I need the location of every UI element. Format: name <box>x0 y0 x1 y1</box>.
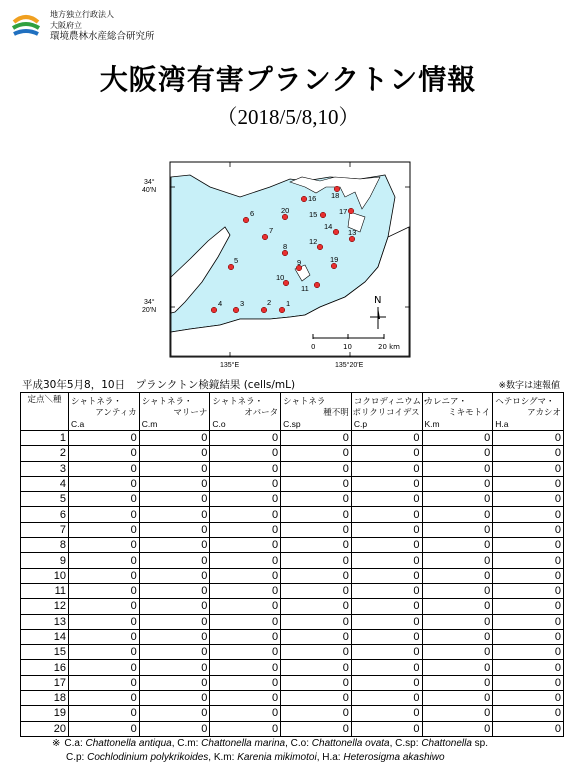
table-row <box>21 629 564 644</box>
cell-count: 0 <box>281 476 352 491</box>
footnote-species-name: Chattonella antiqua <box>85 738 172 749</box>
header-species-cp <box>351 393 430 431</box>
cell-count: 0 <box>69 706 140 721</box>
cell-count: 0 <box>422 599 493 614</box>
footnote-abbr: sp. <box>471 738 489 749</box>
cell-count: 0 <box>351 507 422 522</box>
header-species-km <box>422 393 493 431</box>
cell-count: 0 <box>69 446 140 461</box>
cell-count: 0 <box>493 476 564 491</box>
cell-count: 0 <box>493 568 564 583</box>
station-marker-5 <box>228 264 234 270</box>
table-row <box>21 599 564 614</box>
cell-count: 0 <box>210 691 281 706</box>
cell-count: 0 <box>493 706 564 721</box>
species-abbr: C.o <box>212 419 226 429</box>
species-name-part: シャトネラ・ <box>71 396 122 406</box>
header-species-co <box>210 393 281 431</box>
table-row <box>21 553 564 568</box>
cell-count: 0 <box>139 538 210 553</box>
species-footnote <box>52 737 488 765</box>
cell-count: 0 <box>69 660 140 675</box>
species-abbr: K.m <box>424 419 440 429</box>
scale-label-10: 10 <box>343 343 352 351</box>
station-label-14: 14 <box>324 222 333 231</box>
station-marker-2 <box>261 307 267 313</box>
cell-count: 0 <box>139 675 210 690</box>
cell-count: 0 <box>139 507 210 522</box>
cell-count: 0 <box>422 721 493 736</box>
station-marker-3 <box>233 307 239 313</box>
cell-count: 0 <box>422 476 493 491</box>
cell-count: 0 <box>210 599 281 614</box>
cell-count: 0 <box>493 461 564 476</box>
station-marker-17 <box>348 208 354 214</box>
cell-count: 0 <box>281 507 352 522</box>
cell-count: 0 <box>281 538 352 553</box>
station-number: 19 <box>21 706 69 721</box>
species-name-part: コクロディニウム・ <box>353 396 430 406</box>
station-marker-16 <box>301 196 307 202</box>
species-name-part: シャトネラ・ <box>212 396 264 406</box>
cell-count: 0 <box>281 522 352 537</box>
table-row <box>21 492 564 507</box>
cell-count: 0 <box>422 629 493 644</box>
cell-count: 0 <box>493 492 564 507</box>
cell-count: 0 <box>69 599 140 614</box>
cell-count: 0 <box>69 629 140 644</box>
cell-count: 0 <box>281 431 352 446</box>
species-abbr: C.sp <box>283 419 301 429</box>
cell-count: 0 <box>69 431 140 446</box>
species-abbr: C.p <box>353 419 368 429</box>
cell-count: 0 <box>210 553 281 568</box>
species-abbr: C.m <box>141 419 158 429</box>
station-label-3: 3 <box>240 299 245 308</box>
cell-count: 0 <box>69 522 140 537</box>
station-number: 6 <box>21 507 69 522</box>
station-marker-11 <box>314 282 320 288</box>
station-number: 20 <box>21 721 69 736</box>
station-label-17: 17 <box>339 207 348 216</box>
station-marker-7 <box>262 234 268 240</box>
station-number: 12 <box>21 599 69 614</box>
preliminary-note: ※数字は速報値 <box>498 381 560 391</box>
cell-count: 0 <box>422 553 493 568</box>
cell-count: 0 <box>210 446 281 461</box>
cell-count: 0 <box>139 522 210 537</box>
station-number: 17 <box>21 675 69 690</box>
table-row <box>21 675 564 690</box>
station-number: 15 <box>21 645 69 660</box>
cell-count: 0 <box>210 583 281 598</box>
page-title: 大阪湾有害プランクトン情報 <box>99 63 477 96</box>
table-row <box>21 706 564 721</box>
table-row <box>21 446 564 461</box>
cell-count: 0 <box>351 599 422 614</box>
cell-count: 0 <box>281 721 352 736</box>
footnote-line1 <box>52 737 488 751</box>
cell-count: 0 <box>422 522 493 537</box>
species-abbr: C.a <box>71 419 85 429</box>
footnote-abbr: , K.m: <box>208 752 238 763</box>
cell-count: 0 <box>281 553 352 568</box>
scale-label-20: 20 km <box>378 343 401 351</box>
lat-label-lower-min: 20'N <box>142 307 157 314</box>
cell-count: 0 <box>422 538 493 553</box>
station-marker-15 <box>320 212 326 218</box>
station-marker-14 <box>333 229 339 235</box>
cell-count: 0 <box>210 721 281 736</box>
cell-count: 0 <box>210 476 281 491</box>
cell-count: 0 <box>422 583 493 598</box>
footnote-abbr: , C.m: <box>171 738 202 749</box>
cell-count: 0 <box>493 431 564 446</box>
cell-count: 0 <box>351 476 422 491</box>
station-marker-8 <box>282 250 288 256</box>
cell-count: 0 <box>281 583 352 598</box>
station-marker-1 <box>279 307 285 313</box>
species-name-part: ミキモトイ <box>448 407 491 417</box>
cell-count: 0 <box>281 492 352 507</box>
header-species-ha <box>493 393 564 431</box>
station-label-20: 20 <box>281 206 290 215</box>
cell-count: 0 <box>281 568 352 583</box>
station-label-10: 10 <box>276 273 285 282</box>
cell-count: 0 <box>69 476 140 491</box>
cell-count: 0 <box>422 461 493 476</box>
station-label-16: 16 <box>308 194 317 203</box>
cell-count: 0 <box>139 553 210 568</box>
table-row <box>21 691 564 706</box>
lat-label-upper: 34° <box>144 179 155 186</box>
cell-count: 0 <box>281 706 352 721</box>
cell-count: 0 <box>493 507 564 522</box>
species-abbr: H.a <box>495 419 509 429</box>
station-number: 3 <box>21 461 69 476</box>
header-species-cm <box>139 393 210 431</box>
table-caption: 平成30年5月8，10日 プランクトン検鏡結果 (cells/mL) <box>22 379 296 391</box>
station-marker-13 <box>349 236 355 242</box>
svg-text:N: N <box>374 295 382 306</box>
cell-count: 0 <box>281 599 352 614</box>
cell-count: 0 <box>69 461 140 476</box>
cell-count: 0 <box>493 522 564 537</box>
footnote-abbr: C.a: <box>64 738 86 749</box>
station-label-6: 6 <box>250 209 255 218</box>
cell-count: 0 <box>422 507 493 522</box>
station-number: 8 <box>21 538 69 553</box>
table-row <box>21 660 564 675</box>
cell-count: 0 <box>422 446 493 461</box>
station-marker-6 <box>243 217 249 223</box>
lon-label-135: 135°E <box>220 362 240 369</box>
cell-count: 0 <box>493 599 564 614</box>
station-number: 2 <box>21 446 69 461</box>
cell-count: 0 <box>69 538 140 553</box>
cell-count: 0 <box>69 568 140 583</box>
footnote-abbr: C.p: <box>66 752 88 763</box>
org-logo-icon <box>10 10 42 42</box>
species-name-part: ヘテロシグマ・ <box>495 396 555 406</box>
cell-count: 0 <box>139 583 210 598</box>
footnote-species-name: Chattonella ovata <box>311 738 390 749</box>
cell-count: 0 <box>139 614 210 629</box>
footnote-species-name: Heterosigma akashiwo <box>343 752 445 763</box>
species-name-part: アカシオ <box>527 407 561 417</box>
cell-count: 0 <box>69 691 140 706</box>
species-name-part: カレニア・ <box>424 396 468 406</box>
station-number: 11 <box>21 583 69 598</box>
station-label-2: 2 <box>267 298 272 307</box>
cell-count: 0 <box>351 629 422 644</box>
cell-count: 0 <box>139 660 210 675</box>
cell-count: 0 <box>69 675 140 690</box>
footnote-species-name: Chattonella <box>421 738 472 749</box>
org-name-line1: 地方独立行政法人 <box>50 10 114 19</box>
species-name-part: アンティカ <box>95 407 137 417</box>
cell-count: 0 <box>281 446 352 461</box>
org-name-line2: 大阪府立 <box>50 21 82 30</box>
lat-label-upper-min: 40'N <box>142 187 157 194</box>
org-logo <box>10 8 190 48</box>
footnote-species-name: Karenia mikimotoi <box>237 752 317 763</box>
station-marker-20 <box>282 214 288 220</box>
station-label-18: 18 <box>331 191 340 200</box>
station-label-7: 7 <box>269 226 274 235</box>
cell-count: 0 <box>422 492 493 507</box>
cell-count: 0 <box>493 553 564 568</box>
station-label-15: 15 <box>309 210 318 219</box>
cell-count: 0 <box>139 568 210 583</box>
lat-label-lower: 34° <box>144 299 155 306</box>
cell-count: 0 <box>351 721 422 736</box>
cell-count: 0 <box>422 431 493 446</box>
cell-count: 0 <box>351 492 422 507</box>
cell-count: 0 <box>139 599 210 614</box>
cell-count: 0 <box>69 614 140 629</box>
table-row <box>21 431 564 446</box>
cell-count: 0 <box>210 461 281 476</box>
cell-count: 0 <box>210 522 281 537</box>
cell-count: 0 <box>422 660 493 675</box>
station-label-11: 11 <box>301 284 309 293</box>
cell-count: 0 <box>210 645 281 660</box>
species-name-part: 種不明 <box>323 407 349 417</box>
cell-count: 0 <box>281 629 352 644</box>
cell-count: 0 <box>210 568 281 583</box>
cell-count: 0 <box>210 706 281 721</box>
cell-count: 0 <box>281 691 352 706</box>
cell-count: 0 <box>351 538 422 553</box>
station-number: 10 <box>21 568 69 583</box>
cell-count: 0 <box>69 721 140 736</box>
species-name-part: シャトネラ・ <box>141 396 193 406</box>
cell-count: 0 <box>210 431 281 446</box>
cell-count: 0 <box>210 507 281 522</box>
table-row <box>21 461 564 476</box>
cell-count: 0 <box>351 614 422 629</box>
cell-count: 0 <box>422 691 493 706</box>
cell-count: 0 <box>351 553 422 568</box>
station-number: 14 <box>21 629 69 644</box>
cell-count: 0 <box>493 691 564 706</box>
station-number: 13 <box>21 614 69 629</box>
cell-count: 0 <box>139 492 210 507</box>
cell-count: 0 <box>210 660 281 675</box>
cell-count: 0 <box>139 645 210 660</box>
cell-count: 0 <box>493 721 564 736</box>
table-row <box>21 522 564 537</box>
cell-count: 0 <box>139 706 210 721</box>
cell-count: 0 <box>351 660 422 675</box>
cell-count: 0 <box>69 645 140 660</box>
station-label-12: 12 <box>309 237 318 246</box>
footnote-abbr: , H.a: <box>316 752 344 763</box>
cell-count: 0 <box>351 583 422 598</box>
station-number: 7 <box>21 522 69 537</box>
table-row <box>21 538 564 553</box>
table-row <box>21 583 564 598</box>
station-label-8: 8 <box>283 242 288 251</box>
cell-count: 0 <box>139 721 210 736</box>
station-label-1: 1 <box>286 299 291 308</box>
cell-count: 0 <box>422 568 493 583</box>
cell-count: 0 <box>139 431 210 446</box>
plankton-table <box>20 392 564 737</box>
station-number: 9 <box>21 553 69 568</box>
cell-count: 0 <box>351 522 422 537</box>
station-number: 18 <box>21 691 69 706</box>
species-name-part: シャトネラ <box>283 396 326 406</box>
cell-count: 0 <box>69 492 140 507</box>
cell-count: 0 <box>493 660 564 675</box>
species-name-part: オバータ <box>244 407 279 417</box>
org-name-line3: 環境農林水産総合研究所 <box>50 31 155 42</box>
cell-count: 0 <box>281 461 352 476</box>
cell-count: 0 <box>210 538 281 553</box>
cell-count: 0 <box>493 446 564 461</box>
station-marker-19 <box>331 263 337 269</box>
survey-date: （2018/5/8,10） <box>216 105 360 129</box>
cell-count: 0 <box>422 675 493 690</box>
header-species-csp <box>281 393 352 431</box>
cell-count: 0 <box>281 675 352 690</box>
cell-count: 0 <box>493 675 564 690</box>
station-label-4: 4 <box>218 299 223 308</box>
species-name-part: マリーナ <box>173 407 208 417</box>
cell-count: 0 <box>422 645 493 660</box>
cell-count: 0 <box>351 568 422 583</box>
cell-count: 0 <box>210 492 281 507</box>
station-number: 4 <box>21 476 69 491</box>
scale-label-0: 0 <box>311 343 316 351</box>
osaka-bay-map <box>130 157 430 372</box>
table-row <box>21 614 564 629</box>
cell-count: 0 <box>281 645 352 660</box>
station-label-9: 9 <box>297 258 302 267</box>
station-marker-12 <box>317 244 323 250</box>
station-label-19: 19 <box>330 255 339 264</box>
footnote-species-name: Chattonella marina <box>201 738 286 749</box>
station-label-5: 5 <box>234 256 239 265</box>
cell-count: 0 <box>422 614 493 629</box>
cell-count: 0 <box>493 538 564 553</box>
cell-count: 0 <box>351 675 422 690</box>
cell-count: 0 <box>351 446 422 461</box>
footnote-species-name: Cochlodinium polykrikoides <box>87 752 209 763</box>
footnote-abbr: , C.o: <box>285 738 312 749</box>
table-row <box>21 507 564 522</box>
footnote-mark: ※ <box>52 738 61 749</box>
cell-count: 0 <box>493 614 564 629</box>
cell-count: 0 <box>351 706 422 721</box>
cell-count: 0 <box>351 431 422 446</box>
cell-count: 0 <box>69 553 140 568</box>
cell-count: 0 <box>422 706 493 721</box>
station-marker-4 <box>211 307 217 313</box>
cell-count: 0 <box>493 629 564 644</box>
cell-count: 0 <box>210 629 281 644</box>
table-row <box>21 476 564 491</box>
station-label-13: 13 <box>348 228 357 237</box>
table-row <box>21 645 564 660</box>
station-number: 1 <box>21 431 69 446</box>
footnote-line2 <box>52 751 488 765</box>
species-name-part: ポリクリコイデス <box>352 407 420 417</box>
cell-count: 0 <box>139 461 210 476</box>
lon-label-135-20: 135°20'E <box>335 362 364 369</box>
table-row <box>21 721 564 736</box>
cell-count: 0 <box>69 507 140 522</box>
cell-count: 0 <box>351 645 422 660</box>
cell-count: 0 <box>139 476 210 491</box>
cell-count: 0 <box>281 614 352 629</box>
header-corner: 定点＼種 <box>21 393 69 431</box>
station-number: 5 <box>21 492 69 507</box>
cell-count: 0 <box>493 645 564 660</box>
cell-count: 0 <box>493 583 564 598</box>
footnote-abbr: , C.sp: <box>389 738 422 749</box>
cell-count: 0 <box>281 660 352 675</box>
table-row <box>21 568 564 583</box>
cell-count: 0 <box>69 583 140 598</box>
cell-count: 0 <box>210 614 281 629</box>
station-number: 16 <box>21 660 69 675</box>
cell-count: 0 <box>210 675 281 690</box>
cell-count: 0 <box>139 446 210 461</box>
cell-count: 0 <box>139 691 210 706</box>
cell-count: 0 <box>351 461 422 476</box>
cell-count: 0 <box>351 691 422 706</box>
header-species-ca <box>69 393 140 431</box>
cell-count: 0 <box>139 629 210 644</box>
